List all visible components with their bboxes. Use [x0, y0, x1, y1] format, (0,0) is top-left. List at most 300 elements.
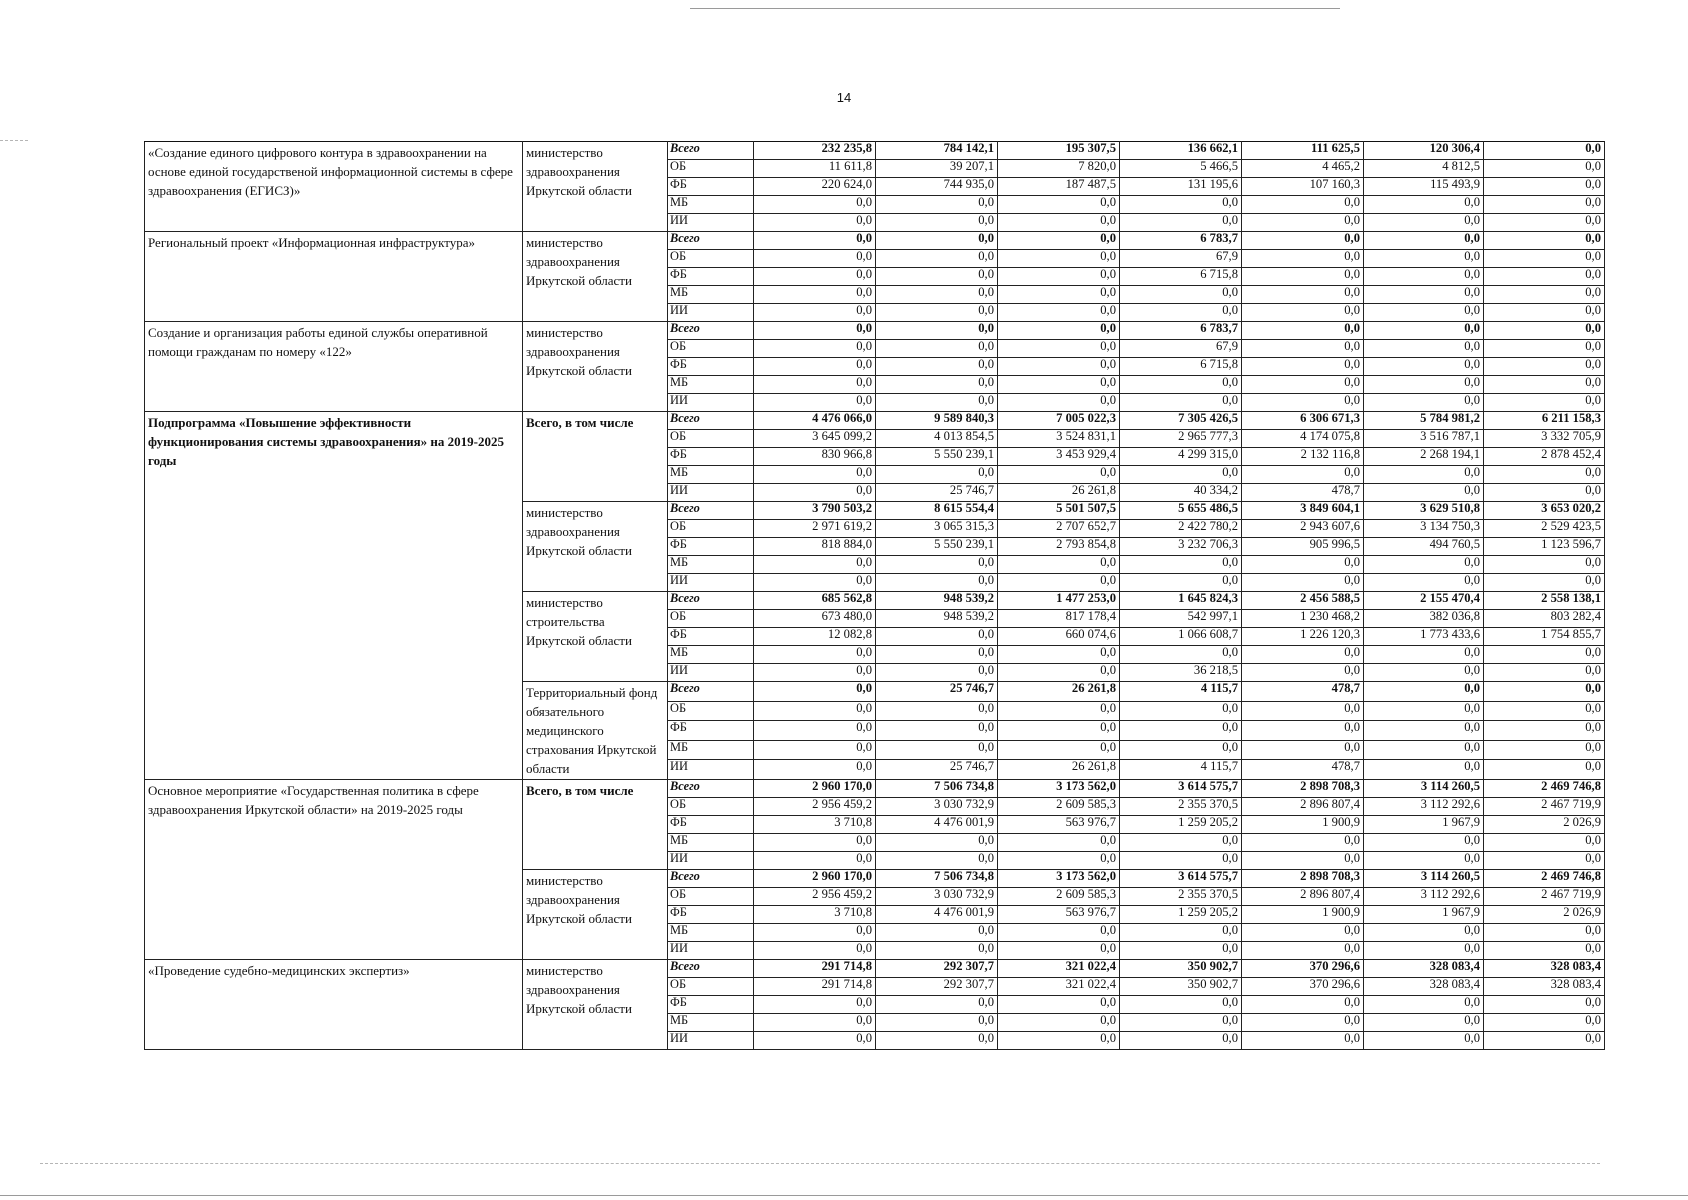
amount-cell: 0,0	[1484, 376, 1605, 394]
funding-source: ИИ	[668, 574, 754, 592]
funding-source: Всего	[668, 502, 754, 520]
amount-cell: 1 773 433,6	[1364, 628, 1484, 646]
amount-cell: 350 902,7	[1120, 960, 1242, 978]
funding-source: ФБ	[668, 538, 754, 556]
funding-source: ИИ	[668, 664, 754, 682]
amount-cell: 0,0	[1242, 646, 1364, 664]
amount-cell: 563 976,7	[998, 816, 1120, 834]
amount-cell: 11 611,8	[754, 160, 876, 178]
amount-cell: 39 207,1	[876, 160, 998, 178]
amount-cell: 0,0	[1364, 740, 1484, 760]
funding-source: Всего	[668, 412, 754, 430]
amount-cell: 563 976,7	[998, 906, 1120, 924]
funding-source: Всего	[668, 322, 754, 340]
amount-cell: 948 539,2	[876, 610, 998, 628]
amount-cell: 25 746,7	[876, 484, 998, 502]
amount-cell: 0,0	[754, 996, 876, 1014]
amount-cell: 673 480,0	[754, 610, 876, 628]
amount-cell: 3 614 575,7	[1120, 870, 1242, 888]
amount-cell: 0,0	[1484, 304, 1605, 322]
amount-cell: 111 625,5	[1242, 142, 1364, 160]
funding-source: Всего	[668, 142, 754, 160]
amount-cell: 0,0	[998, 196, 1120, 214]
amount-cell: 328 083,4	[1484, 978, 1605, 996]
amount-cell: 0,0	[876, 646, 998, 664]
amount-cell: 0,0	[876, 942, 998, 960]
amount-cell: 494 760,5	[1364, 538, 1484, 556]
funding-source: ИИ	[668, 394, 754, 412]
amount-cell: 0,0	[1484, 484, 1605, 502]
amount-cell: 0,0	[1242, 358, 1364, 376]
amount-cell: 2 467 719,9	[1484, 798, 1605, 816]
amount-cell: 0,0	[754, 196, 876, 214]
amount-cell: 0,0	[754, 682, 876, 702]
amount-cell: 478,7	[1242, 682, 1364, 702]
amount-cell: 0,0	[998, 376, 1120, 394]
amount-cell: 3 710,8	[754, 906, 876, 924]
amount-cell: 2 355 370,5	[1120, 798, 1242, 816]
amount-cell: 3 065 315,3	[876, 520, 998, 538]
amount-cell: 8 615 554,4	[876, 502, 998, 520]
amount-cell: 0,0	[998, 286, 1120, 304]
amount-cell: 685 562,8	[754, 592, 876, 610]
amount-cell: 0,0	[876, 232, 998, 250]
funding-source: ИИ	[668, 214, 754, 232]
funding-source: МБ	[668, 1014, 754, 1032]
amount-cell: 7 506 734,8	[876, 870, 998, 888]
amount-cell: 0,0	[1120, 852, 1242, 870]
amount-cell: 0,0	[876, 376, 998, 394]
funding-source: ОБ	[668, 160, 754, 178]
funding-source: МБ	[668, 196, 754, 214]
amount-cell: 120 306,4	[1364, 142, 1484, 160]
funding-source: ФБ	[668, 628, 754, 646]
executor-name: министерство здравоохранения Иркутской области	[523, 322, 668, 412]
amount-cell: 3 134 750,3	[1364, 520, 1484, 538]
amount-cell: 0,0	[1242, 664, 1364, 682]
funding-source: Всего	[668, 592, 754, 610]
amount-cell: 2 467 719,9	[1484, 888, 1605, 906]
funding-source: ОБ	[668, 430, 754, 448]
amount-cell: 1 967,9	[1364, 816, 1484, 834]
funding-source: МБ	[668, 834, 754, 852]
funding-source: МБ	[668, 556, 754, 574]
amount-cell: 1 477 253,0	[998, 592, 1120, 610]
amount-cell: 0,0	[998, 740, 1120, 760]
amount-cell: 0,0	[1484, 1032, 1605, 1050]
amount-cell: 2 132 116,8	[1242, 448, 1364, 466]
amount-cell: 0,0	[876, 556, 998, 574]
amount-cell: 0,0	[1484, 250, 1605, 268]
scan-top-line	[690, 8, 1340, 9]
amount-cell: 0,0	[1242, 250, 1364, 268]
amount-cell: 0,0	[998, 701, 1120, 721]
funding-source: ИИ	[668, 942, 754, 960]
amount-cell: 744 935,0	[876, 178, 998, 196]
amount-cell: 0,0	[876, 304, 998, 322]
amount-cell: 0,0	[1364, 250, 1484, 268]
amount-cell: 0,0	[998, 394, 1120, 412]
amount-cell: 2 943 607,6	[1242, 520, 1364, 538]
table-row-total	[145, 142, 1605, 160]
amount-cell: 0,0	[754, 304, 876, 322]
amount-cell: 0,0	[754, 1014, 876, 1032]
funding-source: ФБ	[668, 178, 754, 196]
amount-cell: 3 112 292,6	[1364, 888, 1484, 906]
amount-cell: 0,0	[998, 721, 1120, 741]
amount-cell: 0,0	[1484, 196, 1605, 214]
table-row-total	[145, 232, 1605, 250]
table-row-total	[145, 780, 1605, 798]
funding-source: ОБ	[668, 250, 754, 268]
amount-cell: 2 422 780,2	[1120, 520, 1242, 538]
amount-cell: 0,0	[1484, 340, 1605, 358]
amount-cell: 0,0	[876, 322, 998, 340]
amount-cell: 0,0	[998, 574, 1120, 592]
amount-cell: 4 812,5	[1364, 160, 1484, 178]
amount-cell: 0,0	[1242, 834, 1364, 852]
executor-name: министерство здравоохранения Иркутской области	[523, 960, 668, 1050]
amount-cell: 328 083,4	[1364, 960, 1484, 978]
amount-cell: 0,0	[998, 834, 1120, 852]
table-row-total	[145, 960, 1605, 978]
amount-cell: 0,0	[998, 646, 1120, 664]
funding-source: ИИ	[668, 304, 754, 322]
amount-cell: 2 529 423,5	[1484, 520, 1605, 538]
amount-cell: 3 114 260,5	[1364, 780, 1484, 798]
funding-source: ОБ	[668, 798, 754, 816]
amount-cell: 0,0	[1242, 924, 1364, 942]
amount-cell: 0,0	[876, 740, 998, 760]
amount-cell: 0,0	[1484, 322, 1605, 340]
amount-cell: 2 960 170,0	[754, 870, 876, 888]
amount-cell: 2 965 777,3	[1120, 430, 1242, 448]
amount-cell: 3 653 020,2	[1484, 502, 1605, 520]
executor-name: министерство строительства Иркутской области	[523, 592, 668, 682]
amount-cell: 817 178,4	[998, 610, 1120, 628]
activity-name: «Проведение судебно-медицинских экспертиз»	[145, 960, 523, 1050]
amount-cell: 0,0	[1242, 574, 1364, 592]
amount-cell: 0,0	[876, 340, 998, 358]
amount-cell: 0,0	[1120, 556, 1242, 574]
amount-cell: 0,0	[754, 701, 876, 721]
amount-cell: 0,0	[876, 924, 998, 942]
amount-cell: 0,0	[754, 852, 876, 870]
funding-source: Всего	[668, 960, 754, 978]
amount-cell: 26 261,8	[998, 682, 1120, 702]
amount-cell: 0,0	[1484, 646, 1605, 664]
amount-cell: 3 629 510,8	[1364, 502, 1484, 520]
funding-source: ФБ	[668, 816, 754, 834]
amount-cell: 0,0	[1242, 268, 1364, 286]
amount-cell: 5 550 239,1	[876, 538, 998, 556]
amount-cell: 0,0	[754, 286, 876, 304]
funding-source: МБ	[668, 466, 754, 484]
amount-cell: 784 142,1	[876, 142, 998, 160]
funding-source: ИИ	[668, 760, 754, 780]
amount-cell: 26 261,8	[998, 484, 1120, 502]
amount-cell: 1 967,9	[1364, 906, 1484, 924]
amount-cell: 321 022,4	[998, 960, 1120, 978]
amount-cell: 0,0	[754, 942, 876, 960]
amount-cell: 2 155 470,4	[1364, 592, 1484, 610]
amount-cell: 0,0	[754, 646, 876, 664]
amount-cell: 0,0	[876, 196, 998, 214]
amount-cell: 0,0	[1364, 701, 1484, 721]
amount-cell: 0,0	[876, 358, 998, 376]
amount-cell: 0,0	[754, 834, 876, 852]
executor-name: Всего, в том числе	[523, 780, 668, 870]
amount-cell: 4 115,7	[1120, 682, 1242, 702]
amount-cell: 0,0	[1120, 646, 1242, 664]
amount-cell: 0,0	[998, 304, 1120, 322]
amount-cell: 7 005 022,3	[998, 412, 1120, 430]
amount-cell: 0,0	[754, 214, 876, 232]
amount-cell: 2 956 459,2	[754, 798, 876, 816]
amount-cell: 321 022,4	[998, 978, 1120, 996]
funding-source: МБ	[668, 924, 754, 942]
amount-cell: 7 820,0	[998, 160, 1120, 178]
amount-cell: 0,0	[998, 664, 1120, 682]
amount-cell: 0,0	[876, 834, 998, 852]
amount-cell: 1 259 205,2	[1120, 816, 1242, 834]
amount-cell: 905 996,5	[1242, 538, 1364, 556]
funding-source: МБ	[668, 376, 754, 394]
amount-cell: 0,0	[1364, 322, 1484, 340]
amount-cell: 818 884,0	[754, 538, 876, 556]
amount-cell: 0,0	[1484, 996, 1605, 1014]
amount-cell: 5 501 507,5	[998, 502, 1120, 520]
amount-cell: 0,0	[1242, 340, 1364, 358]
amount-cell: 0,0	[1242, 304, 1364, 322]
funding-source: ФБ	[668, 721, 754, 741]
amount-cell: 2 469 746,8	[1484, 780, 1605, 798]
amount-cell: 1 900,9	[1242, 906, 1364, 924]
amount-cell: 0,0	[1484, 942, 1605, 960]
amount-cell: 9 589 840,3	[876, 412, 998, 430]
amount-cell: 25 746,7	[876, 760, 998, 780]
amount-cell: 0,0	[1364, 760, 1484, 780]
amount-cell: 0,0	[876, 394, 998, 412]
table-row-total	[145, 322, 1605, 340]
activity-name: Региональный проект «Информационная инфраструктура»	[145, 232, 523, 322]
amount-cell: 0,0	[1364, 376, 1484, 394]
amount-cell: 5 550 239,1	[876, 448, 998, 466]
amount-cell: 0,0	[1120, 304, 1242, 322]
amount-cell: 0,0	[1484, 834, 1605, 852]
amount-cell: 292 307,7	[876, 960, 998, 978]
amount-cell: 0,0	[754, 574, 876, 592]
amount-cell: 0,0	[876, 701, 998, 721]
amount-cell: 0,0	[1242, 556, 1364, 574]
amount-cell: 0,0	[754, 250, 876, 268]
amount-cell: 0,0	[754, 721, 876, 741]
funding-source: ОБ	[668, 701, 754, 721]
amount-cell: 0,0	[1242, 322, 1364, 340]
funding-source: Всего	[668, 232, 754, 250]
executor-name: министерство здравоохранения Иркутской области	[523, 142, 668, 232]
amount-cell: 2 456 588,5	[1242, 592, 1364, 610]
amount-cell: 36 218,5	[1120, 664, 1242, 682]
amount-cell: 0,0	[754, 322, 876, 340]
amount-cell: 0,0	[1484, 924, 1605, 942]
amount-cell: 0,0	[1120, 721, 1242, 741]
table-row-total	[145, 412, 1605, 430]
amount-cell: 0,0	[1364, 304, 1484, 322]
amount-cell: 0,0	[1242, 214, 1364, 232]
amount-cell: 0,0	[998, 996, 1120, 1014]
amount-cell: 3 114 260,5	[1364, 870, 1484, 888]
amount-cell: 67,9	[1120, 250, 1242, 268]
amount-cell: 0,0	[1242, 466, 1364, 484]
amount-cell: 0,0	[1484, 232, 1605, 250]
amount-cell: 0,0	[1120, 1032, 1242, 1050]
funding-source: МБ	[668, 286, 754, 304]
amount-cell: 5 784 981,2	[1364, 412, 1484, 430]
amount-cell: 830 966,8	[754, 448, 876, 466]
budget-table-body	[145, 142, 1605, 1050]
amount-cell: 2 355 370,5	[1120, 888, 1242, 906]
amount-cell: 0,0	[1242, 721, 1364, 741]
amount-cell: 0,0	[876, 1014, 998, 1032]
amount-cell: 2 793 854,8	[998, 538, 1120, 556]
amount-cell: 232 235,8	[754, 142, 876, 160]
amount-cell: 3 710,8	[754, 816, 876, 834]
amount-cell: 0,0	[1242, 1014, 1364, 1032]
amount-cell: 0,0	[1364, 196, 1484, 214]
amount-cell: 3 173 562,0	[998, 780, 1120, 798]
amount-cell: 0,0	[998, 924, 1120, 942]
amount-cell: 2 898 708,3	[1242, 780, 1364, 798]
activity-name: Основное мероприятие «Государственная политика в сфере здравоохранения Иркутской области» на 2019-2025 годы	[145, 780, 523, 960]
amount-cell: 2 558 138,1	[1484, 592, 1605, 610]
funding-source: ОБ	[668, 610, 754, 628]
amount-cell: 0,0	[876, 268, 998, 286]
amount-cell: 0,0	[1484, 160, 1605, 178]
amount-cell: 0,0	[1484, 142, 1605, 160]
amount-cell: 0,0	[754, 376, 876, 394]
amount-cell: 131 195,6	[1120, 178, 1242, 196]
amount-cell: 0,0	[1364, 484, 1484, 502]
amount-cell: 3 645 099,2	[754, 430, 876, 448]
amount-cell: 3 112 292,6	[1364, 798, 1484, 816]
amount-cell: 0,0	[1120, 286, 1242, 304]
amount-cell: 5 655 486,5	[1120, 502, 1242, 520]
amount-cell: 0,0	[998, 852, 1120, 870]
amount-cell: 0,0	[998, 358, 1120, 376]
amount-cell: 803 282,4	[1484, 610, 1605, 628]
amount-cell: 0,0	[998, 556, 1120, 574]
amount-cell: 292 307,7	[876, 978, 998, 996]
amount-cell: 0,0	[1120, 214, 1242, 232]
amount-cell: 0,0	[998, 214, 1120, 232]
amount-cell: 1 900,9	[1242, 816, 1364, 834]
amount-cell: 0,0	[876, 214, 998, 232]
amount-cell: 26 261,8	[998, 760, 1120, 780]
amount-cell: 370 296,6	[1242, 960, 1364, 978]
amount-cell: 0,0	[1484, 682, 1605, 702]
budget-table-container	[144, 141, 1604, 1050]
amount-cell: 3 030 732,9	[876, 888, 998, 906]
amount-cell: 0,0	[1364, 721, 1484, 741]
amount-cell: 2 026,9	[1484, 816, 1605, 834]
amount-cell: 0,0	[1484, 178, 1605, 196]
funding-source: ФБ	[668, 358, 754, 376]
amount-cell: 0,0	[754, 340, 876, 358]
executor-name: Всего, в том числе	[523, 412, 668, 502]
amount-cell: 0,0	[1364, 394, 1484, 412]
amount-cell: 6 715,8	[1120, 358, 1242, 376]
amount-cell: 328 083,4	[1364, 978, 1484, 996]
amount-cell: 2 268 194,1	[1364, 448, 1484, 466]
amount-cell: 12 082,8	[754, 628, 876, 646]
amount-cell: 0,0	[1364, 466, 1484, 484]
amount-cell: 0,0	[998, 340, 1120, 358]
funding-source: ОБ	[668, 520, 754, 538]
amount-cell: 948 539,2	[876, 592, 998, 610]
amount-cell: 0,0	[1364, 996, 1484, 1014]
amount-cell: 0,0	[1242, 286, 1364, 304]
amount-cell: 0,0	[1484, 214, 1605, 232]
amount-cell: 0,0	[1242, 196, 1364, 214]
amount-cell: 4 174 075,8	[1242, 430, 1364, 448]
amount-cell: 0,0	[1120, 996, 1242, 1014]
amount-cell: 0,0	[754, 924, 876, 942]
funding-source: ИИ	[668, 1032, 754, 1050]
amount-cell: 660 074,6	[998, 628, 1120, 646]
amount-cell: 0,0	[1364, 682, 1484, 702]
amount-cell: 0,0	[1120, 376, 1242, 394]
amount-cell: 3 614 575,7	[1120, 780, 1242, 798]
amount-cell: 0,0	[754, 394, 876, 412]
amount-cell: 0,0	[1120, 740, 1242, 760]
amount-cell: 4 476 066,0	[754, 412, 876, 430]
amount-cell: 3 332 705,9	[1484, 430, 1605, 448]
amount-cell: 4 299 315,0	[1120, 448, 1242, 466]
amount-cell: 0,0	[754, 664, 876, 682]
amount-cell: 2 896 807,4	[1242, 888, 1364, 906]
scan-left-mark	[0, 140, 28, 141]
amount-cell: 2 956 459,2	[754, 888, 876, 906]
amount-cell: 0,0	[1364, 358, 1484, 376]
executor-name: министерство здравоохранения Иркутской области	[523, 232, 668, 322]
amount-cell: 0,0	[1364, 574, 1484, 592]
amount-cell: 0,0	[876, 286, 998, 304]
amount-cell: 0,0	[876, 664, 998, 682]
amount-cell: 40 334,2	[1120, 484, 1242, 502]
amount-cell: 0,0	[754, 358, 876, 376]
amount-cell: 0,0	[1120, 1014, 1242, 1032]
funding-source: МБ	[668, 740, 754, 760]
amount-cell: 0,0	[876, 721, 998, 741]
amount-cell: 0,0	[1120, 574, 1242, 592]
funding-source: ИИ	[668, 484, 754, 502]
amount-cell: 0,0	[876, 996, 998, 1014]
amount-cell: 0,0	[1242, 996, 1364, 1014]
amount-cell: 0,0	[998, 232, 1120, 250]
amount-cell: 0,0	[1484, 574, 1605, 592]
amount-cell: 0,0	[1484, 466, 1605, 484]
amount-cell: 220 624,0	[754, 178, 876, 196]
amount-cell: 350 902,7	[1120, 978, 1242, 996]
amount-cell: 0,0	[1364, 852, 1484, 870]
amount-cell: 2 960 170,0	[754, 780, 876, 798]
executor-name: Территориальный фонд обязательного медицинского страхования Иркутской области	[523, 682, 668, 780]
amount-cell: 0,0	[1120, 834, 1242, 852]
amount-cell: 0,0	[876, 628, 998, 646]
amount-cell: 3 516 787,1	[1364, 430, 1484, 448]
amount-cell: 1 066 608,7	[1120, 628, 1242, 646]
